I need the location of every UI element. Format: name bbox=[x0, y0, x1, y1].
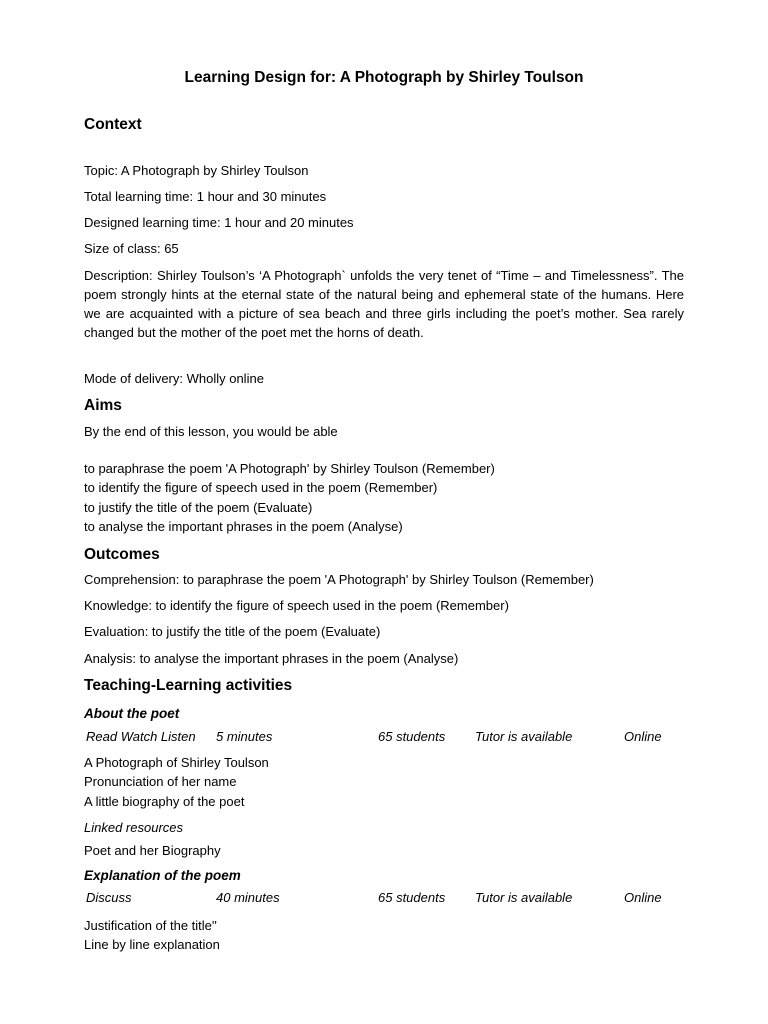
activity-students: 65 students bbox=[378, 729, 446, 744]
aims-item: to analyse the important phrases in the poem (Analyse) bbox=[84, 519, 403, 534]
activity-duration: 40 minutes bbox=[216, 890, 280, 905]
aims-item: to justify the title of the poem (Evaluate) bbox=[84, 500, 313, 515]
outcome-item: Comprehension: to paraphrase the poem 'A Photograph' by Shirley Toulson (Remember) bbox=[84, 572, 594, 587]
activity-line: Line by line explanation bbox=[84, 937, 220, 952]
linked-resource-item: Poet and her Biography bbox=[84, 843, 221, 858]
outcome-item: Analysis: to analyse the important phrases in the poem (Analyse) bbox=[84, 651, 459, 666]
activity-mode: Online bbox=[624, 890, 662, 905]
activity-type: Discuss bbox=[86, 890, 132, 905]
context-heading: Context bbox=[84, 116, 142, 133]
outcome-item: Evaluation: to justify the title of the poem (Evaluate) bbox=[84, 624, 381, 639]
context-total-time: Total learning time: 1 hour and 30 minutes bbox=[84, 189, 327, 204]
activity-title-about-poet: About the poet bbox=[84, 706, 180, 721]
outcome-item: Knowledge: to identify the figure of speech used in the poem (Remember) bbox=[84, 598, 509, 613]
activity-line: A Photograph of Shirley Toulson bbox=[84, 755, 269, 770]
activity-tutor: Tutor is available bbox=[475, 890, 573, 905]
context-description: Description: Shirley Toulson’s ‘A Photograph` unfolds the very tenet of “Time – and Timelessness”. The poem strongly hints at the eternal state of the natural being and ephemeral state of the humans. Here we are acquainted with a picture of sea beach and three girls including the poet’s mother. Sea rarely changed but the mother of the poet met the horns of death. bbox=[84, 268, 684, 340]
activity-title-explanation: Explanation of the poem bbox=[84, 868, 241, 883]
activity-row-about-poet bbox=[86, 727, 686, 746]
linked-resources-label: Linked resources bbox=[84, 820, 183, 835]
document-title: Learning Design for: A Photograph by Shirley Toulson bbox=[184, 69, 584, 86]
context-mode: Mode of delivery: Wholly online bbox=[84, 371, 264, 386]
activity-line: A little biography of the poet bbox=[84, 794, 245, 809]
context-topic: Topic: A Photograph by Shirley Toulson bbox=[84, 163, 309, 178]
activity-row-explanation bbox=[86, 888, 686, 907]
activity-students: 65 students bbox=[378, 890, 446, 905]
context-class-size: Size of class: 65 bbox=[84, 241, 179, 256]
aims-item: to identify the figure of speech used in the poem (Remember) bbox=[84, 480, 438, 495]
activity-type: Read Watch Listen bbox=[86, 729, 196, 744]
activity-tutor: Tutor is available bbox=[475, 729, 573, 744]
activity-line: Justification of the title'' bbox=[84, 918, 217, 933]
activity-duration: 5 minutes bbox=[216, 729, 273, 744]
context-designed-time: Designed learning time: 1 hour and 20 minutes bbox=[84, 215, 354, 230]
activity-line: Pronunciation of her name bbox=[84, 774, 237, 789]
aims-heading: Aims bbox=[84, 397, 122, 414]
aims-item: to paraphrase the poem 'A Photograph' by Shirley Toulson (Remember) bbox=[84, 461, 495, 476]
aims-intro: By the end of this lesson, you would be able bbox=[84, 424, 338, 439]
activities-heading: Teaching-Learning activities bbox=[84, 677, 293, 694]
activity-mode: Online bbox=[624, 729, 662, 744]
outcomes-heading: Outcomes bbox=[84, 546, 160, 563]
